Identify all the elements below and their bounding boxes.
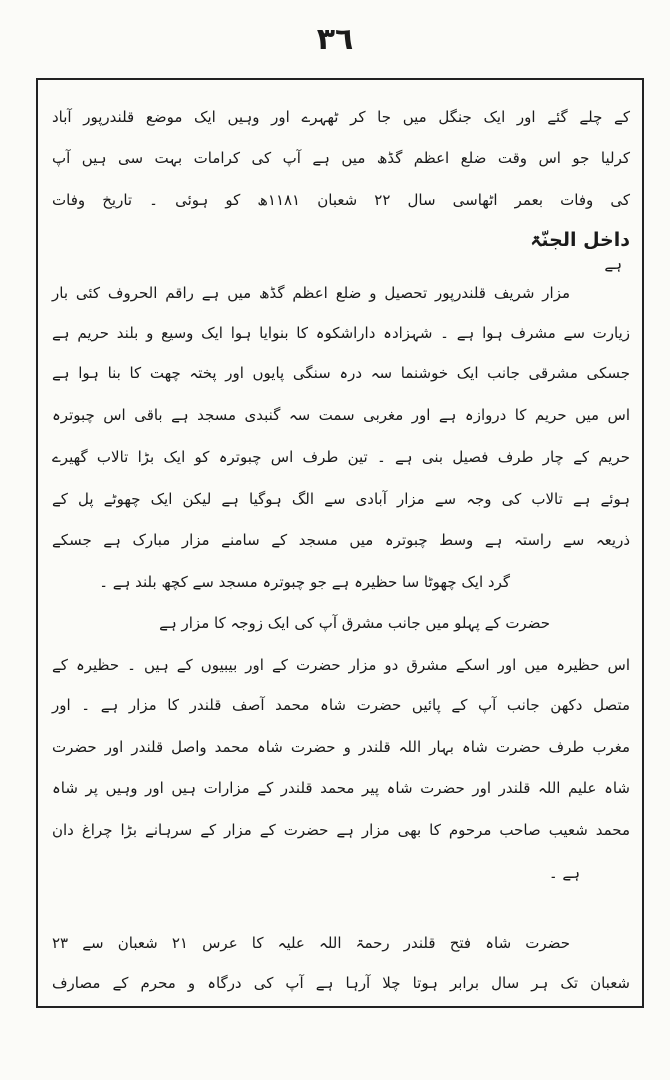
chronogram-heading: داخل الجنّۃ	[530, 229, 630, 251]
text-line: شعبان تک ہر سال برابر ہوتا چلا آرہا ہے آپ کی درگاہ و محرم کے مصارف	[52, 974, 630, 992]
text-line: ذریعہ سے راستہ ہے وسط چبوترہ میں مسجد کے سامنے مزار مبارک ہے جسکے	[52, 531, 630, 549]
text-line: کرلیا جو اس وقت ضلع اعظم گڈھ میں ہے آپ کی کرامات بہت سی ہیں آپ	[52, 149, 630, 167]
text-line: ہے	[604, 255, 622, 273]
text-line: شاہ علیم اللہ قلندر اور حضرت شاہ پیر محمد قلندر کے مزارات ہیں اور وہیں پر شاہ	[52, 779, 630, 797]
text-line: کی وفات بعمر اٹھاسی سال ۲۲ شعبان ١١٨١ھ کو ہوئی ۔ تاریخ وفات	[52, 191, 630, 209]
text-line: مزار شریف قلندرپور تحصیل و ضلع اعظم گڈھ میں ہے راقم الحروف کئی بار	[52, 284, 570, 302]
text-line: گرد ایک چھوٹا سا حظیرہ ہے جو چبوترہ مسجد سے کچھ بلند ہے ۔	[99, 573, 510, 591]
text-line: زیارت سے مشرف ہوا ہے ۔ شہزادہ داراشکوہ کا بنوایا ہوا ایک وسیع و بلند حریم ہے	[52, 324, 630, 342]
text-line: محمد شعیب صاحب مرحوم کا بھی مزار ہے حضرت کے مزار کے سرہانے بڑا چراغ دان	[52, 821, 630, 839]
text-line: حضرت شاہ فتح قلندر رحمۃ اللہ علیہ کا عرس ۲۱ شعبان سے ۲۳	[52, 934, 570, 952]
text-line: مغرب طرف حضرت شاہ بہار اللہ قلندر و حضرت شاہ محمد واصل قلندر اور حضرت	[52, 738, 630, 756]
text-line: جسکی مشرقی جانب ایک خوشنما سہ درہ سنگی پایوں اور پختہ چھت کا بنا ہوا ہے	[52, 364, 630, 382]
text-line: ہے ۔	[548, 864, 580, 882]
text-line: حریم کے چار طرف فصیل بنی ہے ۔ تین طرف اس چبوترہ کو ایک بڑا تالاب گھیرے	[52, 448, 630, 466]
text-line: حضرت کے پہلو میں جانب مشرق آپ کی ایک زوجہ کا مزار ہے	[159, 614, 550, 632]
text-line: ہوئے ہے تالاب کی وجہ سے مزار آبادی سے الگ ہوگیا ہے لیکن ایک چھوٹے پل کے	[52, 490, 630, 508]
page-number: ٣٦	[316, 22, 354, 57]
text-line: متصل دکھن جانب آپ کے پائیں حضرت شاہ محمد آصف قلندر کا مزار ہے ۔ اور	[52, 696, 630, 714]
text-line: اس حظیرہ میں اور اسکے مشرق دو مزار حضرت کے اور بیبیوں کے ہیں ۔ حظیرہ کے	[52, 656, 630, 674]
text-line: کے چلے گئے اور ایک جنگل میں جا کر ٹھہرے اور وہیں ایک موضع قلندرپور آباد	[52, 108, 630, 126]
text-line: اس میں حریم کا دروازہ ہے اور مغربی سمت سہ گنبدی مسجد ہے باقی اس چبوترہ	[52, 406, 630, 424]
